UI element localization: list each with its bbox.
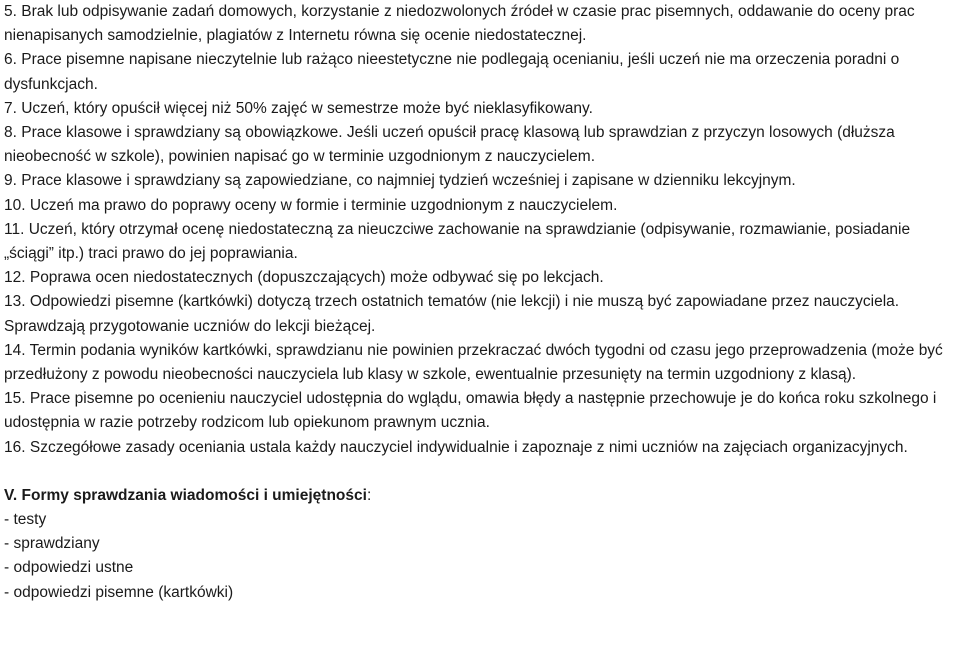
rule-9: 9. Prace klasowe i sprawdziany są zapowiedziane, co najmniej tydzień wcześniej i zapisane w dzienniku lekcyjnym. (4, 172, 796, 190)
rule-7: 7. Uczeń, który opuścił więcej niż 50% zajęć w semestrze może być nieklasyfikowany. (4, 99, 593, 117)
rule-10: 10. Uczeń ma prawo do poprawy oceny w formie i terminie uzgodnionym z nauczycielem. (4, 196, 618, 214)
rule-5: 5. Brak lub odpisywanie zadań domowych, korzystanie z niedozwolonych źródeł w czasie prac pisemnych, oddawanie do oceny prac nienapisanych samodzielnie, plagiatów z Internetu równa się ocenie niedostatecznej. (4, 3, 915, 45)
rules-list (4, 0, 956, 460)
section-heading-colon: : (366, 486, 372, 504)
rule-6: 6. Prace pisemne napisane nieczytelnie lub rażąco nieestetyczne nie podlegają ocenianiu, jeśli uczeń nie ma orzeczenia poradni o dysfunkcjach. (4, 51, 900, 93)
list-item: - sprawdziany (4, 535, 100, 553)
list-item: - odpowiedzi pisemne (kartkówki) (4, 583, 234, 601)
rule-8: 8. Prace klasowe i sprawdziany są obowiązkowe. Jeśli uczeń opuścił pracę klasową lub sprawdzian z przyczyn losowych (dłuższa nieobecność w szkole), powinien napisać go w terminie uzgodnionym z nauczycielem. (4, 124, 895, 166)
rule-13: 13. Odpowiedzi pisemne (kartkówki) dotyczą trzech ostatnich tematów (nie lekcji) i nie muszą być zapowiadane przez nauczyciela. Sprawdzają przygotowanie uczniów do lekcji bieżącej. (4, 293, 900, 335)
section-heading (4, 484, 956, 508)
document-page (4, 0, 956, 605)
forms-list (4, 508, 956, 605)
rule-14: 14. Termin podania wyników kartkówki, sprawdzianu nie powinien przekraczać dwóch tygodni od czasu jego przeprowadzenia (może być przedłużony z powodu nieobecności nauczyciela lub klasy w szkole, ewentualnie przesunięty na termin uzgodniony z klasą). (4, 341, 943, 384)
rule-12: 12. Poprawa ocen niedostatecznych (dopuszczających) może odbywać się po lekcjach. (4, 269, 604, 287)
list-item: - testy (4, 511, 47, 529)
rule-11: 11. Uczeń, który otrzymał ocenę niedostateczną za nieuczciwe zachowanie na sprawdzianie (odpisywanie, rozmawianie, posiadanie „ściągi” itp.) traci prawo do jej poprawiania. (4, 220, 911, 263)
section-spacer (4, 460, 956, 484)
rule-15: 15. Prace pisemne po ocenieniu nauczyciel udostępnia do wglądu, omawia błędy a następnie przechowuje je do końca roku szkolnego i udostępnia w razie potrzeby rodzicom lub opiekunom prawnym ucznia. (4, 390, 937, 432)
list-item: - odpowiedzi ustne (4, 559, 134, 577)
section-heading-text: V. Formy sprawdzania wiadomości i umiejętności (4, 486, 367, 504)
rule-16: 16. Szczegółowe zasady oceniania ustala każdy nauczyciel indywidualnie i zapoznaje z nimi uczniów na zajęciach organizacyjnych. (4, 438, 908, 456)
